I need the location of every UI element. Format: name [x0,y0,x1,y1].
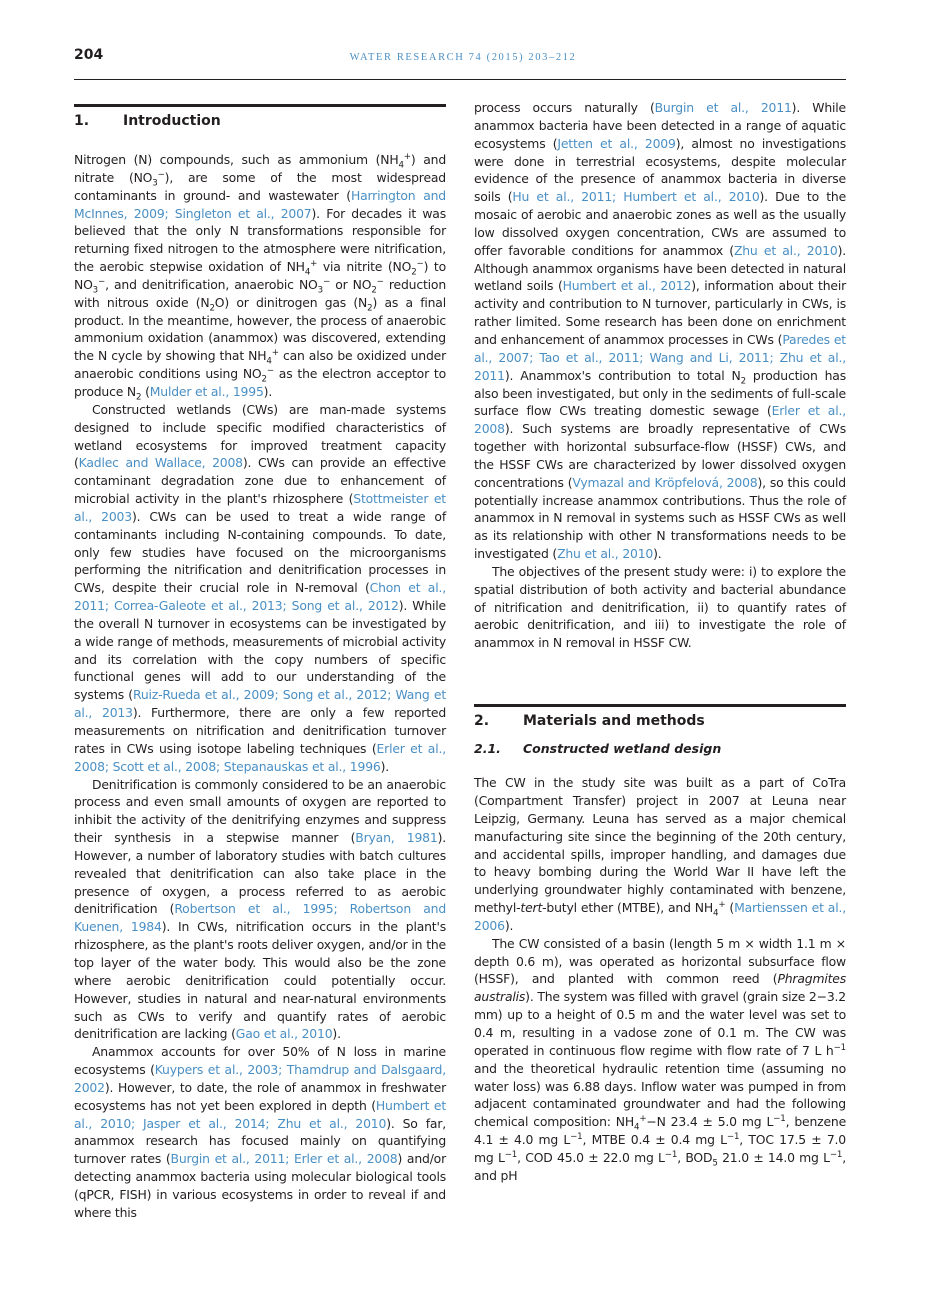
section-rule [474,704,846,707]
section-heading-materials-methods [474,713,846,729]
citation-link[interactable]: Paredes et al., 2007; Tao et al., 2011; Wang and Li, 2011; Zhu et al., 2011 [474,331,846,383]
spacer [474,652,846,704]
citation-link[interactable]: Kuypers et al., 2003; Thamdrup and Dalsgaard, 2002 [74,1062,446,1095]
citation-link[interactable]: Harrington and McInnes, 2009; Singleton et al., 2007 [74,187,446,221]
paragraph: Nitrogen (N) compounds, such as ammonium $(NH_4^+)$ and nitrate $(NO_3^-)$, are some of the most widespread contaminants in ground- and wastewater (Harrington and McInnes, 2009; Singleton et al., 2007). For decades it was believed that the only N transformations responsible for returning fixed nitrogen to the atmosphere were nitrification, the aerobic stepwise oxidation of $NH_4^+$ via nitrite $(NO_2^-)$ to $NO_3^-$, and denitrification, anaerobic $NO_3^-$ or $NO_2^-$ reduction with nitrous oxide $(N_2O)$ or dinitrogen gas $(N_2)$ as a final product. In the meantime, however, the process of anaerobic ammonium oxidation (anammox) was discovered, extending the N cycle by showing that $NH_4^+$ can also be oxidized under anaerobic conditions using $NO_2^-$ as the electron acceptor to produce $N_2$ (Mulder et al., 1995). [74,151,447,403]
citation-link[interactable]: Kadlec and Wallace, 2008 [78,455,243,471]
paragraph: The objectives of the present study were: i) to explore the spatial distribution of both activity and bacterial abundance of nitrification and denitrification, ii) to quantify rates of aerobic denitrification, and iii) to investigate the role of anammox in N removal in HSSF CW. [474,563,846,651]
subsection-number: 2.1. [474,741,501,757]
journal-header: WATER RESEARCH 74 (2015) 203–212 [349,52,577,63]
citation-link[interactable]: Erler et al., 2008; Scott et al., 2008; Stepanauskas et al., 1996 [74,740,447,774]
citation-link[interactable]: Chon et al., 2011; Correa-Galeote et al., 2013; Song et al., 2012 [74,580,446,614]
section-title: Materials and methods [523,713,705,730]
subsection-title: Constructed wetland design [523,741,722,757]
left-column [74,104,446,1222]
citation-link[interactable]: Ruiz-Rueda et al., 2009; Song et al., 2012; Wang et al., 2013 [74,687,447,721]
citation-link[interactable]: Humbert et al., 2012 [562,278,692,294]
citation-link[interactable]: Bryan, 1981 [355,830,438,846]
citation-link[interactable]: Vymazal and Kröpfelová, 2008 [572,474,758,490]
citation-link[interactable]: Stottmeister et al., 2003 [74,491,446,524]
header-divider [74,79,846,80]
section-heading-introduction [74,113,446,129]
citation-link[interactable]: Mulder et al., 1995 [149,383,264,399]
citation-link[interactable]: Jetten et al., 2009 [557,135,676,151]
citation-link[interactable]: Hu et al., 2011; Humbert et al., 2010 [512,189,760,205]
paragraph: Constructed wetlands (CWs) are man-made systems designed to include specific modified characteristics of wetland ecosystems for improved treatment capacity (Kadlec and Wallace, 2008). CWs can provide an effective contaminant degradation zone due to enhancement of microbial activity in the plant's rhizosphere (Stottmeister et al., 2003). CWs can be used to treat a wide range of contaminants including N-containing compounds. To date, only few studies have focused on the microorganisms performing the nitrification and denitrification processes in CWs, despite their crucial role in N-removal (Chon et al., 2011; Correa-Galeote et al., 2013; Song et al., 2012). While the overall N turnover in ecosystems can be investigated by a wide range of methods, measurements of microbial activity and its correlation with the copy numbers of specific functional genes will add to our understanding of the systems (Ruiz-Rueda et al., 2009; Song et al., 2012; Wang et al., 2013). Furthermore, there are only a few reported measurements on nitrification and denitrification turnover rates in CWs using isotope labeling techniques (Erler et al., 2008; Scott et al., 2008; Stepanauskas et al., 1996). [74,401,447,774]
paragraph: Denitrification is commonly considered to be an anaerobic process and even small amounts of oxygen are reported to inhibit the activity of the denitrifying enzymes and suppress their synthesis in a stepwise manner (Bryan, 1981). However, a number of laboratory studies with batch cultures revealed that denitrification can also take place in the presence of oxygen, a process referred to as aerobic denitrification (Robertson et al., 1995; Robertson and Kuenen, 1984). In CWs, nitrification occurs in the plant's rhizosphere, as the plant's roots deliver oxygen, and/or in the top layer of the water body. This would also be the zone where aerobic denitrification could potentially occur. However, studies in natural and near-natural environments such as CWs to verify and quantify rates of aerobic denitrification are lacking (Gao et al., 2010). [74,776,447,1042]
paragraph: The CW in the study site was built as a part of CoTra (Compartment Transfer) project in 2007 at Leuna near Leipzig, Germany. Leuna has served as a major chemical manufacturing site since the beginning of the 20th century, and accidental spills, improper handling, and damages due to heavy bombing during the World War II have left the underlying groundwater highly contaminated with benzene, methyl-tert-butyl ether (MTBE), and $NH_4^+$ (Martienssen et al., 2006). [474,775,846,933]
paragraph: The CW consisted of a basin (length 5 m × width 1.1 m × depth 0.6 m), was operated as horizontal subsurface flow (HSSF), and planted with common reed (Phragmites australis). The system was filled with gravel (grain size 2−3.2 mm) up to a height of 0.5 m and the water level was set to 0.4 m, resulting in a vadose zone of 0.1 m. The CW was operated in continuous flow regime with flow rate of 7 L $h^{-1}$ and the theoretical hydraulic retention time (assuming no water loss) was 6.88 days. Inflow water was pumped in from adjacent contaminated groundwater and had the following chemical composition: $NH_4^+-N$ 23.4 ± 5.0 mg $L^{-1}$, benzene 4.1 ± 4.0 mg $L^{-1}$, MTBE 0.4 ± 0.4 mg $L^{-1}$, TOC 17.5 ± 7.0 mg $L^{-1}$, COD 45.0 ± 22.0 mg $L^{-1}$, $BOD_5$ 21.0 ± 14.0 mg $L^{-1}$, and pH [474,935,847,1183]
citation-link[interactable]: Gao et al., 2010 [235,1026,333,1042]
citation-link[interactable]: Zhu et al., 2010 [733,242,838,258]
citation-link[interactable]: Robertson et al., 1995; Robertson and Kuenen, 1984 [74,901,447,935]
page-number: 204 [74,47,104,63]
citation-link[interactable]: Martienssen et al., 2006 [474,900,846,933]
subsection-heading-cw-design [474,741,846,756]
citation-link[interactable]: Erler et al., 2008 [474,403,846,437]
paragraph: process occurs naturally (Burgin et al., 2011). While anammox bacteria have been detected in a range of aquatic ecosystems (Jetten et al., 2009), almost no investigations were done in terrestrial ecosystems, despite molecular evidence of the presence of anammox bacteria in diverse soils (Hu et al., 2011; Humbert et al., 2010). Due to the mosaic of aerobic and anaerobic zones as well as the usually low dissolved oxygen concentration, CWs are assumed to offer favorable conditions for anammox (Zhu et al., 2010). Although anammox organisms have been detected in natural wetland soils (Humbert et al., 2012), information about their activity and contribution to N turnover, particularly in CWs, is rather limited. Some research has been done on enrichment and enhancement of anammox processes in CWs (Paredes et al., 2007; Tao et al., 2011; Wang and Li, 2011; Zhu et al., 2011). Anammox's contribution to total $N_2$ production has also been investigated, but only in the sediments of full-scale surface flow CWs treating domestic sewage (Erler et al., 2008). Such systems are broadly representative of CWs together with horizontal subsurface-flow (HSSF) CWs, and the HSSF CWs are characterized by lower dissolved oxygen concentrations (Vymazal and Kröpfelová, 2008), so this could potentially increase anammox contributions. Thus the role of anammox in N removal in systems such as HSSF CWs as well as its relationship with other N transformations needs to be investigated (Zhu et al., 2010). [474,100,847,562]
citation-link[interactable]: Zhu et al., 2010 [557,546,654,562]
section-number: 1. [74,113,90,129]
section-rule [74,104,446,107]
citation-link[interactable]: Burgin et al., 2011; Erler et al., 2008 [170,1151,398,1167]
section-title: Introduction [123,113,221,129]
paragraph: Anammox accounts for over 50% of N loss in marine ecosystems (Kuypers et al., 2003; Thamdrup and Dalsgaard, 2002). However, to date, the role of anammox in freshwater ecosystems has not yet been explored in depth (Humbert et al., 2010; Jasper et al., 2014; Zhu et al., 2010). So far, anammox research has focused mainly on quantifying turnover rates (Burgin et al., 2011; Erler et al., 2008) and/or detecting anammox bacteria using molecular biological tools (qPCR, FISH) in various ecosystems in order to reveal if and where this [74,1044,446,1220]
citation-link[interactable]: Burgin et al., 2011 [654,100,792,115]
citation-link[interactable]: Humbert et al., 2010; Jasper et al., 2014; Zhu et al., 2010 [74,1097,446,1131]
right-column [474,99,846,1185]
section-number: 2. [474,713,490,730]
